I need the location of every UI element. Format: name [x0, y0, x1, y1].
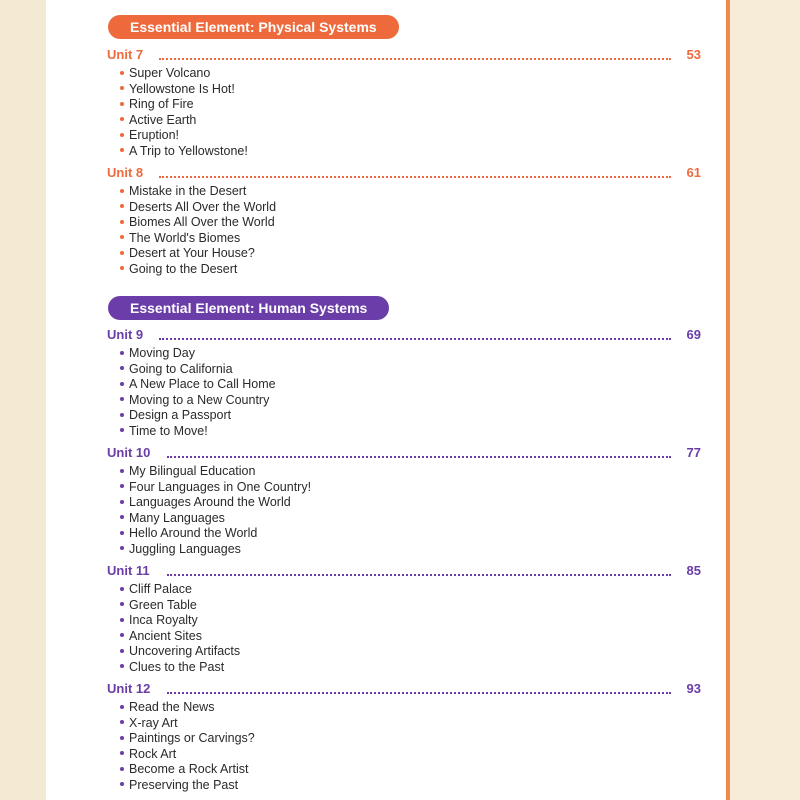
- unit-page-number: 61: [686, 165, 701, 180]
- list-item[interactable]: Design a Passport: [120, 408, 276, 424]
- list-item[interactable]: Eruption!: [120, 128, 248, 144]
- unit-heading-7[interactable]: [107, 46, 701, 64]
- unit-11-lesson-list: [120, 582, 240, 675]
- bullet-icon: [120, 705, 124, 709]
- list-item[interactable]: Moving to a New Country: [120, 393, 276, 409]
- bullet-icon: [120, 266, 124, 270]
- bullet-icon: [120, 428, 124, 432]
- unit-label: Unit 8: [107, 165, 144, 180]
- list-item[interactable]: Rock Art: [120, 747, 255, 763]
- bullet-icon: [120, 500, 124, 504]
- list-item[interactable]: Going to the Desert: [120, 262, 276, 278]
- bullet-icon: [120, 484, 124, 488]
- bullet-icon: [120, 782, 124, 786]
- bullet-icon: [120, 366, 124, 370]
- dot-leader: [167, 574, 671, 576]
- bullet-icon: [120, 751, 124, 755]
- bullet-icon: [120, 469, 124, 473]
- bullet-icon: [120, 204, 124, 208]
- unit-page-number: 77: [686, 445, 701, 460]
- bullet-icon: [120, 736, 124, 740]
- list-item[interactable]: Green Table: [120, 598, 240, 614]
- list-item[interactable]: Yellowstone Is Hot!: [120, 82, 248, 98]
- dot-leader: [159, 58, 671, 60]
- unit-page-number: 69: [686, 327, 701, 342]
- bullet-icon: [120, 189, 124, 193]
- list-item[interactable]: Mistake in the Desert: [120, 184, 276, 200]
- list-item[interactable]: X-ray Art: [120, 716, 255, 732]
- bullet-icon: [120, 382, 124, 386]
- bullet-icon: [120, 633, 124, 637]
- unit-label: Unit 10: [107, 445, 151, 460]
- dot-leader: [159, 176, 671, 178]
- list-item[interactable]: Many Languages: [120, 511, 311, 527]
- unit-heading-8[interactable]: [107, 164, 701, 182]
- list-item[interactable]: Read the News: [120, 700, 255, 716]
- unit-heading-10[interactable]: [107, 444, 701, 462]
- unit-7-lesson-list: [120, 66, 248, 159]
- bullet-icon: [120, 397, 124, 401]
- bullet-icon: [120, 220, 124, 224]
- bullet-icon: [120, 587, 124, 591]
- bullet-icon: [120, 117, 124, 121]
- unit-heading-9[interactable]: [107, 326, 701, 344]
- bullet-icon: [120, 618, 124, 622]
- unit-label: Unit 9: [107, 327, 144, 342]
- list-item[interactable]: Active Earth: [120, 113, 248, 129]
- unit-label: Unit 11: [107, 563, 150, 578]
- section-banner-human-systems: Essential Element: Human Systems: [108, 296, 389, 320]
- list-item[interactable]: Languages Around the World: [120, 495, 311, 511]
- unit-heading-12[interactable]: [107, 680, 701, 698]
- list-item[interactable]: Clues to the Past: [120, 660, 240, 676]
- page-margin: [730, 0, 800, 800]
- list-item[interactable]: My Bilingual Education: [120, 464, 311, 480]
- list-item[interactable]: Moving Day: [120, 346, 276, 362]
- bullet-icon: [120, 664, 124, 668]
- bullet-icon: [120, 413, 124, 417]
- unit-heading-11[interactable]: [107, 562, 701, 580]
- list-item[interactable]: Ancient Sites: [120, 629, 240, 645]
- dot-leader: [159, 338, 671, 340]
- list-item[interactable]: A Trip to Yellowstone!: [120, 144, 248, 160]
- bullet-icon: [120, 720, 124, 724]
- unit-8-lesson-list: [120, 184, 276, 277]
- bullet-icon: [120, 351, 124, 355]
- unit-page-number: 53: [686, 47, 701, 62]
- list-item[interactable]: Inca Royalty: [120, 613, 240, 629]
- bullet-icon: [120, 71, 124, 75]
- list-item[interactable]: Four Languages in One Country!: [120, 480, 311, 496]
- list-item[interactable]: Time to Move!: [120, 424, 276, 440]
- list-item[interactable]: Juggling Languages: [120, 542, 311, 558]
- list-item[interactable]: Biomes All Over the World: [120, 215, 276, 231]
- bullet-icon: [120, 531, 124, 535]
- bullet-icon: [120, 102, 124, 106]
- unit-10-lesson-list: [120, 464, 311, 557]
- list-item[interactable]: Become a Rock Artist: [120, 762, 255, 778]
- dot-leader: [167, 692, 671, 694]
- bullet-icon: [120, 251, 124, 255]
- bullet-icon: [120, 86, 124, 90]
- unit-label: Unit 12: [107, 681, 151, 696]
- list-item[interactable]: Preserving the Past: [120, 778, 255, 794]
- bullet-icon: [120, 602, 124, 606]
- bullet-icon: [120, 235, 124, 239]
- section-banner-physical-systems: Essential Element: Physical Systems: [108, 15, 399, 39]
- bullet-icon: [120, 515, 124, 519]
- list-item[interactable]: Going to California: [120, 362, 276, 378]
- list-item[interactable]: Desert at Your House?: [120, 246, 276, 262]
- list-item[interactable]: The World's Biomes: [120, 231, 276, 247]
- list-item[interactable]: Cliff Palace: [120, 582, 240, 598]
- list-item[interactable]: A New Place to Call Home: [120, 377, 276, 393]
- bullet-icon: [120, 133, 124, 137]
- bullet-icon: [120, 148, 124, 152]
- list-item[interactable]: Deserts All Over the World: [120, 200, 276, 216]
- list-item[interactable]: Super Volcano: [120, 66, 248, 82]
- list-item[interactable]: Uncovering Artifacts: [120, 644, 240, 660]
- list-item[interactable]: Ring of Fire: [120, 97, 248, 113]
- unit-page-number: 85: [686, 563, 701, 578]
- dot-leader: [167, 456, 671, 458]
- bullet-icon: [120, 649, 124, 653]
- unit-page-number: 93: [686, 681, 701, 696]
- bullet-icon: [120, 546, 124, 550]
- bullet-icon: [120, 767, 124, 771]
- unit-label: Unit 7: [107, 47, 144, 62]
- unit-12-lesson-list: [120, 700, 255, 793]
- unit-9-lesson-list: [120, 346, 276, 439]
- list-item[interactable]: Paintings or Carvings?: [120, 731, 255, 747]
- list-item[interactable]: Hello Around the World: [120, 526, 311, 542]
